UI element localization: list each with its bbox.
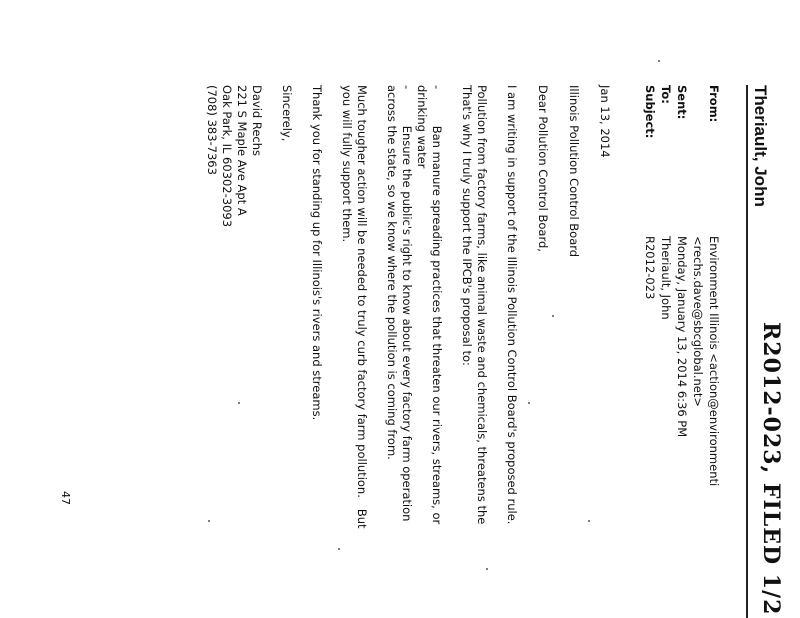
from-label: From:: [707, 85, 721, 123]
signature-line: David Rechs: [250, 85, 264, 157]
bullet-line: - Ban manure spreading practices that threaten our rivers, streams, or: [430, 85, 444, 525]
letter-salutation: Dear Pollution Control Board,: [536, 85, 550, 252]
bullet-line: across the state, so we know where the pollution is coming from.: [385, 85, 399, 460]
from-value: Environment Illinois <action@environmenti: [707, 236, 721, 487]
bullet-line: - Ensure the public's right to know about every factory farm operation: [400, 85, 414, 522]
sent-value: Monday, January 13, 2014 6:36 PM: [675, 236, 689, 438]
letter-thanks: Thank you for standing up for Illinois's rivers and streams.: [310, 85, 324, 421]
letter-recipient: Illinois Pollution Control Board: [567, 85, 581, 258]
filing-stamp: R2012-023, FILED 1/2: [758, 322, 784, 616]
letter-paragraph-line: Pollution from factory farms, like animal waste and chemicals, threatens the: [475, 85, 489, 525]
letter-closing: Sincerely,: [280, 85, 294, 142]
header-divider: [746, 85, 748, 618]
letter-tougher-line: Much tougher action will be needed to truly curb factory farm pollution. But: [355, 85, 369, 529]
sender-name-heading: Theriault, John: [751, 85, 770, 207]
from-address: <rechs.dave@sbcglobal.net>: [691, 236, 705, 408]
page-number: 47: [59, 491, 72, 505]
signature-line: Oak Park, IL 60302-3093: [220, 85, 234, 228]
signature-line: (708) 383-7363: [205, 85, 219, 175]
subject-value: R2012-023: [643, 236, 657, 300]
subject-label: Subject:: [643, 85, 657, 139]
to-value: Theriault, John: [659, 236, 673, 320]
letter-intro: I am writing in support of the Illinois Pollution Control Board's proposed rule.: [505, 85, 519, 525]
bullet-line: drinking water: [415, 85, 429, 169]
letter-tougher-line: you will fully support them.: [340, 85, 354, 243]
signature-line: 221 S Maple Ave Apt A: [235, 85, 249, 216]
to-label: To:: [659, 85, 673, 104]
letter-paragraph-line: That's why I truly support the IPCB's proposal to:: [460, 85, 474, 366]
letter-date: Jan 13, 2014: [598, 85, 612, 158]
sent-label: Sent:: [675, 85, 689, 120]
